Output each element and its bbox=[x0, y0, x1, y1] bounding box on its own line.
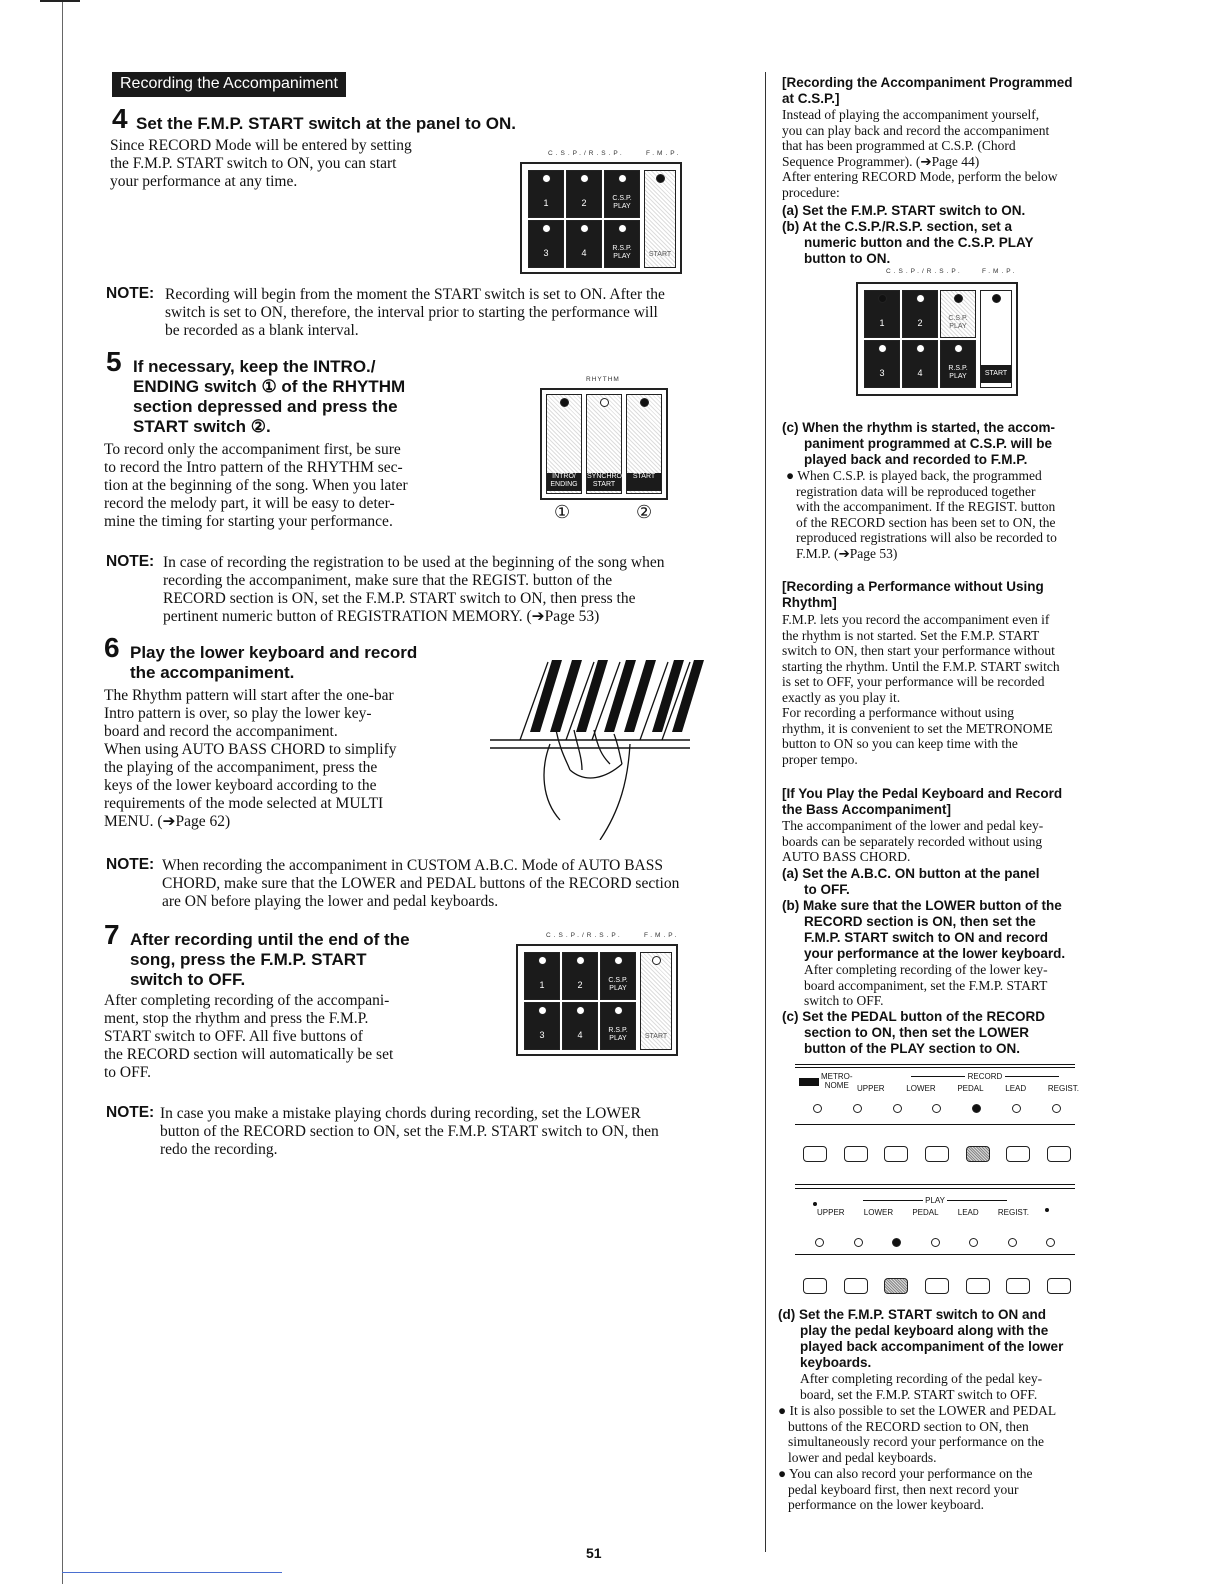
top-corner-mark bbox=[40, 0, 80, 2]
play-marker-left bbox=[813, 1202, 817, 1206]
button-3[interactable]: 3 bbox=[864, 340, 900, 388]
pedal-step-b-body: After completing recording of the lower key- board accompaniment, set the F.M.P. START switch to OFF. bbox=[804, 962, 1048, 1008]
record-buttons bbox=[803, 1146, 1071, 1162]
pedal-step-c: (c) Set the PEDAL button of the RECORD section to ON, then set the LOWER button of the PLAY section to ON. bbox=[782, 1009, 1045, 1056]
fmp-start-switch[interactable]: START bbox=[640, 952, 672, 1050]
no-rhythm-heading: [Recording a Performance without Using Rhythm] bbox=[782, 579, 1044, 610]
csp-panel-figure bbox=[856, 268, 1018, 396]
step-4-heading: Set the F.M.P. START switch at the panel to ON. bbox=[136, 114, 517, 133]
panel-label-csp-3: C.S.P./R.S.P. bbox=[886, 268, 963, 275]
csp-section-body: Instead of playing the accompaniment yourself, you can play back and record the accompaniment that has been programmed at C.S.P. (Chord Sequence Programmer). (➔Page 44) After entering RECORD Mode, perform the below procedure: bbox=[782, 107, 1058, 200]
marker-2: ② bbox=[636, 502, 653, 522]
step-6-heading: Play the lower keyboard and record the accompaniment. bbox=[130, 643, 418, 682]
step-6-body: The Rhythm pattern will start after the one-bar Intro pattern is over, so play the lower key- board and record the accompaniment. When using AUTO BASS CHORD to simplify the playing of the accompaniment, press the keys of the lower keyboard according to the requirements of the mode selected at MULTI MENU. (➔Page 62) bbox=[104, 687, 397, 830]
button-1[interactable]: 1 bbox=[528, 170, 564, 218]
note-2-text: In case of recording the registration to be used at the beginning of the song when recording the accompaniment, make sure that the REGIST. button of the RECORD section is ON, set the F.M.P. START switch to ON, then press the pertinent numeric button of REGISTRATION MEMORY. (➔Page 53) bbox=[163, 554, 665, 625]
record-extra-button[interactable] bbox=[1047, 1146, 1071, 1162]
play-marker-right bbox=[1045, 1208, 1049, 1212]
bottom-rule bbox=[62, 1572, 282, 1573]
note-4-text: In case you make a mistake playing chords during recording, set the LOWER button of the RECORD section to ON, set the F.M.P. START switch to ON, then redo the recording. bbox=[160, 1105, 659, 1158]
note-1-label: NOTE: bbox=[106, 285, 155, 302]
column-divider bbox=[765, 72, 766, 1552]
rsp-play-button[interactable]: R.S.P. PLAY bbox=[604, 220, 640, 268]
record-regist-button[interactable] bbox=[1006, 1146, 1030, 1162]
csp-play-button[interactable]: C.S.P. PLAY bbox=[600, 952, 636, 1000]
record-lamps bbox=[813, 1104, 1061, 1113]
play-buttons bbox=[803, 1278, 1071, 1294]
record-group-label: RECORD bbox=[895, 1072, 1075, 1081]
play-columns: UPPER LOWER PEDAL LEAD REGIST. bbox=[817, 1208, 1029, 1217]
play-lower-button[interactable] bbox=[844, 1278, 868, 1294]
synchro-start-switch[interactable]: SYNCHRO START bbox=[586, 394, 622, 494]
step-4-body: Since RECORD Mode will be entered by setting the F.M.P. START switch to ON, you can start your performance at any time. bbox=[110, 137, 412, 190]
record-upper-button[interactable] bbox=[844, 1146, 868, 1162]
button-2[interactable]: 2 bbox=[902, 290, 938, 338]
panel-label-csp: C.S.P./R.S.P. bbox=[548, 150, 625, 157]
rhythm-panel-figure bbox=[540, 376, 670, 526]
panel-label-fmp-2: F.M.P. bbox=[644, 932, 680, 939]
pedal-step-b: (b) Make sure that the LOWER button of the RECORD section is ON, then set the F.M.P. START switch to ON and record your performance at the lower keyboard. bbox=[782, 898, 1066, 961]
panel-label-fmp-3: F.M.P. bbox=[982, 268, 1018, 275]
step-5-number: 5 bbox=[106, 346, 122, 377]
note-4-label: NOTE: bbox=[106, 1104, 155, 1121]
record-pedal-button[interactable] bbox=[925, 1146, 949, 1162]
pedal-body: The accompaniment of the lower and pedal key- boards can be separately recorded without using AUTO BASS CHORD. bbox=[782, 818, 1044, 864]
step-7-heading: After recording until the end of the song, press the F.M.P. START switch to OFF. bbox=[130, 930, 410, 989]
fmp-start-switch[interactable]: START bbox=[644, 170, 676, 268]
panel-label-fmp: F.M.P. bbox=[646, 150, 682, 157]
play-lead-button[interactable] bbox=[925, 1278, 949, 1294]
button-4[interactable]: 4 bbox=[562, 1002, 598, 1050]
button-2[interactable]: 2 bbox=[566, 170, 602, 218]
csp-step-b: (b) At the C.S.P./R.S.P. section, set a numeric button and the C.S.P. PLAY button to ON. bbox=[782, 219, 1034, 266]
note-3-text: When recording the accompaniment in CUSTOM A.B.C. Mode of AUTO BASS CHORD, make sure that the LOWER and PEDAL buttons of the RECORD section are ON before playing the lower and pedal keyboards. bbox=[162, 857, 680, 910]
play-extra-button-1[interactable] bbox=[1006, 1278, 1030, 1294]
button-4[interactable]: 4 bbox=[566, 220, 602, 268]
fmp-panel-figure-2 bbox=[516, 932, 678, 1056]
step-6-number: 6 bbox=[104, 632, 120, 663]
record-lower-button[interactable] bbox=[884, 1146, 908, 1162]
page-number: 51 bbox=[586, 1545, 602, 1561]
button-3[interactable]: 3 bbox=[524, 1002, 560, 1050]
section-title: Recording the Accompaniment bbox=[112, 72, 346, 97]
csp-play-button[interactable]: C.S.P. PLAY bbox=[604, 170, 640, 218]
keyboard-hand-illustration bbox=[490, 660, 730, 840]
csp-section-heading: [Recording the Accompaniment Programmed at C.S.P.] bbox=[782, 75, 1073, 106]
play-extra-button-2[interactable] bbox=[1047, 1278, 1071, 1294]
fmp-start-switch[interactable]: START bbox=[980, 290, 1012, 388]
step-7-number: 7 bbox=[104, 919, 120, 950]
csp-step-a: (a) Set the F.M.P. START switch to ON. bbox=[782, 203, 1026, 218]
rhythm-start-switch[interactable]: START bbox=[626, 394, 662, 494]
left-margin-line bbox=[62, 0, 63, 1584]
pedal-step-a: (a) Set the A.B.C. ON button at the panel to OFF. bbox=[782, 866, 1040, 897]
play-regist-button[interactable] bbox=[966, 1278, 990, 1294]
metronome-label: METRO- NOME bbox=[821, 1072, 853, 1090]
csp-bullet: ● When C.S.P. is played back, the programmed registration data will be reproduced together with the accompaniment. If the REGIST. button of the RECORD section has been set to ON, the reproduced registrations will also be recorded to F.M.P. (➔Page 53) bbox=[786, 468, 1057, 561]
step-4-number: 4 bbox=[112, 103, 128, 134]
metronome-indicator bbox=[799, 1078, 819, 1086]
no-rhythm-body: F.M.P. lets you record the accompaniment even if the rhythm is not started. Set the F.M.P. START switch to ON, then start your performance without starting the rhythm. Until the F.M.P. START switch is set to OFF, your performance will be recorded exactly as you play it. For recording a performance without using rhythm, it is convenient to set the METRONOME button to ON so you can keep time with the proper tempo. bbox=[782, 612, 1060, 767]
note-2-label: NOTE: bbox=[106, 553, 155, 570]
note-3-label: NOTE: bbox=[106, 856, 155, 873]
rsp-play-button[interactable]: R.S.P. PLAY bbox=[600, 1002, 636, 1050]
bullet-3: ● You can also record your performance on the pedal keyboard first, then next record your performance on the lower keyboard. bbox=[778, 1466, 1033, 1512]
bullet-2: ● It is also possible to set the LOWER and PEDAL buttons of the RECORD section to ON, then simultaneously record your performance on the lower and pedal keyboards. bbox=[778, 1403, 1057, 1465]
step-5-heading: If necessary, keep the INTRO./ ENDING switch ① of the RHYTHM section depressed and press the START switch ②. bbox=[133, 357, 406, 436]
csp-step-c: (c) When the rhythm is started, the accom- paniment programmed at C.S.P. will be played back and recorded to F.M.P. bbox=[782, 420, 1056, 467]
record-lead-button[interactable] bbox=[966, 1146, 990, 1162]
record-play-panel-figure bbox=[795, 1064, 1077, 1300]
rhythm-label: RHYTHM bbox=[586, 376, 620, 383]
note-1-text: Recording will begin from the moment the START switch is set to ON. After the switch is set to ON, therefore, the interval prior to starting the performance will be recorded as a blank interval. bbox=[165, 286, 665, 339]
intro-ending-switch[interactable]: INTRO/ ENDING bbox=[546, 394, 582, 494]
button-1[interactable]: 1 bbox=[524, 952, 560, 1000]
pedal-heading: [If You Play the Pedal Keyboard and Record the Bass Accompaniment] bbox=[782, 786, 1063, 817]
pedal-step-d-body: After completing recording of the pedal key- board, set the F.M.P. START switch to OFF. bbox=[800, 1371, 1043, 1402]
rsp-play-button[interactable]: R.S.P. PLAY bbox=[940, 340, 976, 388]
button-2[interactable]: 2 bbox=[562, 952, 598, 1000]
csp-play-button[interactable]: C.S.P. PLAY bbox=[940, 290, 976, 338]
button-1[interactable]: 1 bbox=[864, 290, 900, 338]
play-lamps bbox=[815, 1238, 1055, 1247]
step-5-body: To record only the accompaniment first, be sure to record the Intro pattern of the RHYTHM sec- tion at the beginning of the song. When you later record the melody part, it will be easy to deter- mine the timing for starting your performance. bbox=[104, 441, 408, 530]
play-group-label: PLAY bbox=[845, 1196, 1025, 1205]
play-upper-button[interactable] bbox=[803, 1278, 827, 1294]
step-7-body: After completing recording of the accompani- ment, stop the rhythm and press the F.M.P. START switch to OFF. All five buttons of the RECORD section will automatically be set to OFF. bbox=[104, 992, 394, 1081]
button-3[interactable]: 3 bbox=[528, 220, 564, 268]
fmp-panel-figure-1 bbox=[520, 150, 682, 274]
record-columns: UPPER LOWER PEDAL LEAD REGIST. bbox=[857, 1084, 1079, 1093]
panel-label-csp-2: C.S.P./R.S.P. bbox=[546, 932, 623, 939]
marker-1: ① bbox=[554, 502, 571, 522]
button-4[interactable]: 4 bbox=[902, 340, 938, 388]
metronome-button[interactable] bbox=[803, 1146, 827, 1162]
play-pedal-button[interactable] bbox=[884, 1278, 908, 1294]
pedal-step-d: (d) Set the F.M.P. START switch to ON and play the pedal keyboard along with the played back accompaniment of the lower keyboards. bbox=[778, 1307, 1064, 1370]
